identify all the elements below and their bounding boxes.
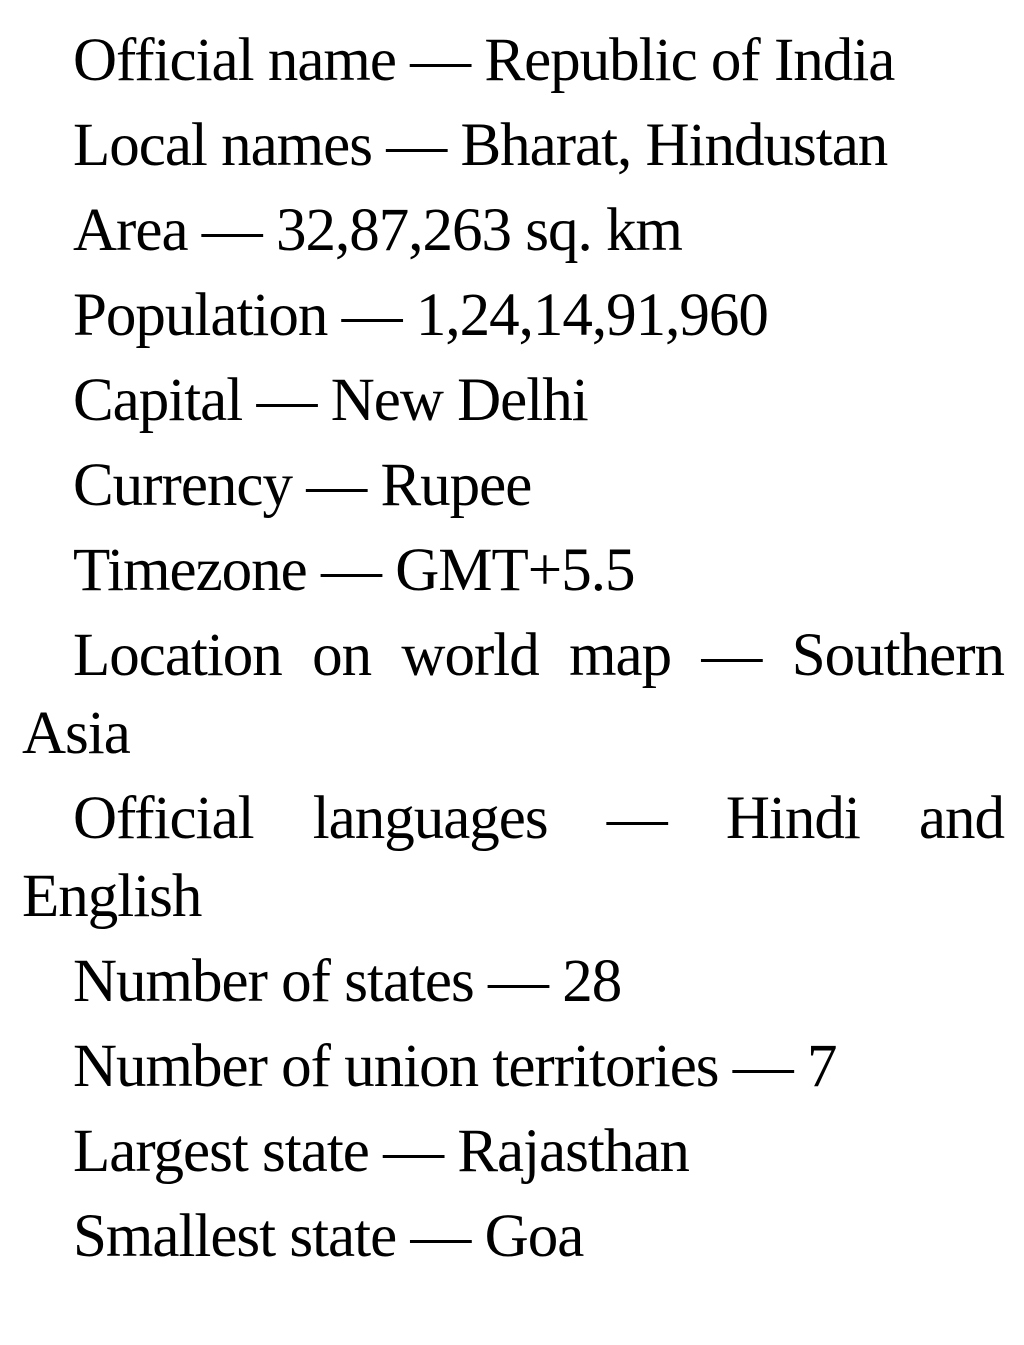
fact-location xyxy=(22,617,1004,773)
fact-capital xyxy=(22,362,1004,440)
separator-dash: — xyxy=(201,197,262,264)
fact-value: Hindi and English xyxy=(22,785,1005,930)
separator-dash: — xyxy=(732,1033,793,1100)
fact-number-of-states xyxy=(22,943,1004,1021)
separator-dash: — xyxy=(386,112,447,179)
fact-local-names xyxy=(22,107,1004,185)
fact-value: New Delhi xyxy=(330,367,588,434)
fact-label: Number of states xyxy=(73,948,474,1015)
fact-value: Goa xyxy=(484,1203,584,1270)
separator-dash: — xyxy=(487,948,548,1015)
fact-value: GMT+5.5 xyxy=(395,537,635,604)
separator-dash: — xyxy=(606,785,667,852)
fact-value: Rajasthan xyxy=(457,1118,689,1185)
fact-value: 1,24,14,91,960 xyxy=(415,282,768,349)
fact-currency xyxy=(22,447,1004,525)
fact-smallest-state xyxy=(22,1198,1004,1276)
fact-label: Capital xyxy=(73,367,243,434)
fact-label: Area xyxy=(73,197,188,264)
separator-dash: — xyxy=(256,367,317,434)
fact-label: Smallest state xyxy=(73,1203,397,1270)
fact-label: Largest state xyxy=(73,1118,369,1185)
fact-value: Bharat, Hindustan xyxy=(460,112,888,179)
separator-dash: — xyxy=(341,282,402,349)
fact-label: Currency xyxy=(73,452,292,519)
country-facts-document xyxy=(22,22,1004,1283)
fact-label: Local names xyxy=(73,112,372,179)
fact-label: Official languages xyxy=(73,785,548,852)
fact-label: Population xyxy=(73,282,328,349)
separator-dash: — xyxy=(383,1118,444,1185)
fact-value: Southern Asia xyxy=(22,622,1005,767)
separator-dash: — xyxy=(410,27,471,94)
fact-value: Republic of India xyxy=(484,27,895,94)
separator-dash: — xyxy=(306,452,367,519)
fact-label: Timezone xyxy=(73,537,307,604)
separator-dash: — xyxy=(701,622,762,689)
fact-value: 32,87,263 sq. km xyxy=(276,197,682,264)
fact-value: 28 xyxy=(562,948,622,1015)
separator-dash: — xyxy=(321,537,381,604)
fact-value: 7 xyxy=(807,1033,837,1100)
fact-area xyxy=(22,192,1004,270)
fact-label: Official name xyxy=(73,27,396,94)
fact-population xyxy=(22,277,1004,355)
fact-official-name xyxy=(22,22,1004,100)
fact-label: Number of union territories xyxy=(73,1033,719,1100)
fact-number-of-union-territories xyxy=(22,1028,1004,1106)
fact-timezone xyxy=(22,532,1004,610)
fact-largest-state xyxy=(22,1113,1004,1191)
fact-value: Rupee xyxy=(380,452,532,519)
separator-dash: — xyxy=(410,1203,471,1270)
fact-label: Location on world map xyxy=(73,622,672,689)
fact-official-languages xyxy=(22,780,1004,936)
